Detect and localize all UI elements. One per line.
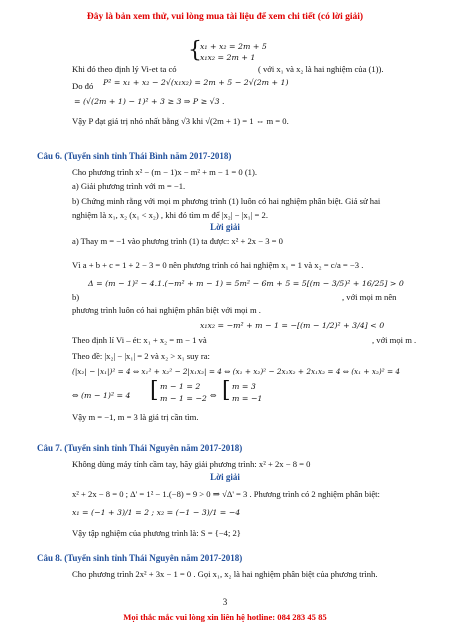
solution-heading: Lời giải [210,222,240,232]
math-line: x₁x₂ = −m² + m − 1 = −[(m − 1/2)² + 3/4] < 0 [200,321,385,330]
hotline-footer: Mọi thắc mắc vui lòng xin liên hệ hotline: 084 283 45 85 [123,612,327,622]
math-line: Δ = (m − 1)² − 4.1.(−m² + m − 1) = 5m² − 6m + 5 = 5[(m − 3/5)² + 16/25] > 0 [88,279,404,288]
text-line: Cho phương trình 2x² + 3x − 1 = 0 . Gọi x₁, x₂ là hai nghiệm phân biệt của phương trình. [72,569,378,579]
math-line: P² = x₁ + x₂ − 2√(x₁x₂) = 2m + 5 − 2√(2m + 1) [103,78,289,87]
math-line: x₁ = (−1 + 3)/1 = 2 ; x₂ = (−1 − 3)/1 = −4 [72,508,241,517]
text-line: a) Giải phương trình với m = −1. [72,181,186,191]
text-line: Vậy m = −1, m = 3 là giá trị cần tìm. [72,412,199,422]
text-line: x² + 2x − 8 = 0 ; Δ' = 1² − 1.(−8) = 9 > 0 ⇒ √Δ' = 3 . Phương trình có 2 nghiệm phân biệt: [72,489,380,499]
text-line: Theo đề: |x₂| − |x₁| = 2 và x₂ > x₁ suy ra: [72,351,210,361]
text-line: Không dùng máy tính cầm tay, hãy giải phương trình: x² + 2x − 8 = 0 [72,459,311,469]
text-line: , với mọi m nên [342,292,397,302]
text-line: b) Chứng minh rằng với mọi m phương trình (1) luôn có hai nghiệm phân biệt. Giả sử hai [72,196,381,206]
math-line: (|x₂| − |x₁|)² = 4 ⇔ x₁² + x₂² − 2|x₁x₂| = 4 ⇔ (x₁ + x₂)² − 2x₁x₂ + 2x₁x₂ = 4 ⇔ (x₁ + x₂)² = 4 [72,367,401,376]
case-bracket: [ [222,378,231,403]
case-eq-1: m − 1 = 2 [160,382,201,391]
text-line: Vì a + b + c = 1 + 2 − 3 = 0 nên phương trình có hai nghiệm x₁ = 1 và x₂ = c/a = −3 . [72,260,364,270]
case-eq-2: m − 1 = −2 [160,394,207,403]
text-line: Cho phương trình x² − (m − 1)x − m² + m − 1 = 0 (1). [72,167,257,177]
question-6-title: Câu 6. (Tuyển sinh tỉnh Thái Bình năm 2017-2018) [37,151,232,161]
page-number: 3 [222,597,228,607]
question-8-title: Câu 8. (Tuyển sinh tỉnh Thái Nguyên năm 2017-2018) [37,553,243,563]
case-result-1: m = 3 [232,382,256,391]
question-7-title: Câu 7. (Tuyển sinh tỉnh Thái Nguyên năm 2017-2018) [37,443,243,453]
text-line: phương trình luôn có hai nghiệm phân biệt với mọi m . [72,305,261,315]
system-eq-2: x₁x₂ = 2m + 1 [200,53,256,62]
text-line: Do đó [72,81,94,91]
text-line: Khi đó theo định lý Vi-et ta có [72,64,177,74]
system-eq-1: x₁ + x₂ = 2m + 5 [200,42,267,51]
text-line: b) [72,292,80,302]
text-line: Vậy tập nghiệm của phương trình là: S = {−4; 2} [72,528,241,538]
text-line: Theo định lí Vi – ét: x₁ + x₂ = m − 1 và [72,335,207,345]
equivalence-symbol: ⇔ [210,391,217,400]
text-line: Vậy P đạt giá trị nhỏ nhất bằng √3 khi √(2m + 1) = 1 ⇔ m = 0. [72,116,289,126]
text-line: ( với x₁ và x₂ là hai nghiệm của (1)). [258,64,384,74]
case-bracket: [ [150,378,159,403]
text-line: a) Thay m = −1 vào phương trình (1) ta được: x² + 2x − 3 = 0 [72,236,283,246]
math-line: ⇔ (m − 1)² = 4 [72,391,131,400]
case-result-2: m = −1 [232,394,263,403]
math-line: = (√(2m + 1) − 1)² + 3 ≥ 3 ⇒ P ≥ √3 . [74,97,225,106]
text-line: nghiệm là x₁, x₂ (x₁ < x₂) , khi đó tìm m để |x₂| − |x₁| = 2. [72,210,268,220]
text-line: , với mọi m . [372,335,417,345]
preview-notice-header: Đây là bản xem thử, vui lòng mua tài liệu để xem chi tiết (có lời giải) [86,12,364,22]
system-brace: { [188,38,202,63]
solution-heading: Lời giải [210,472,240,482]
